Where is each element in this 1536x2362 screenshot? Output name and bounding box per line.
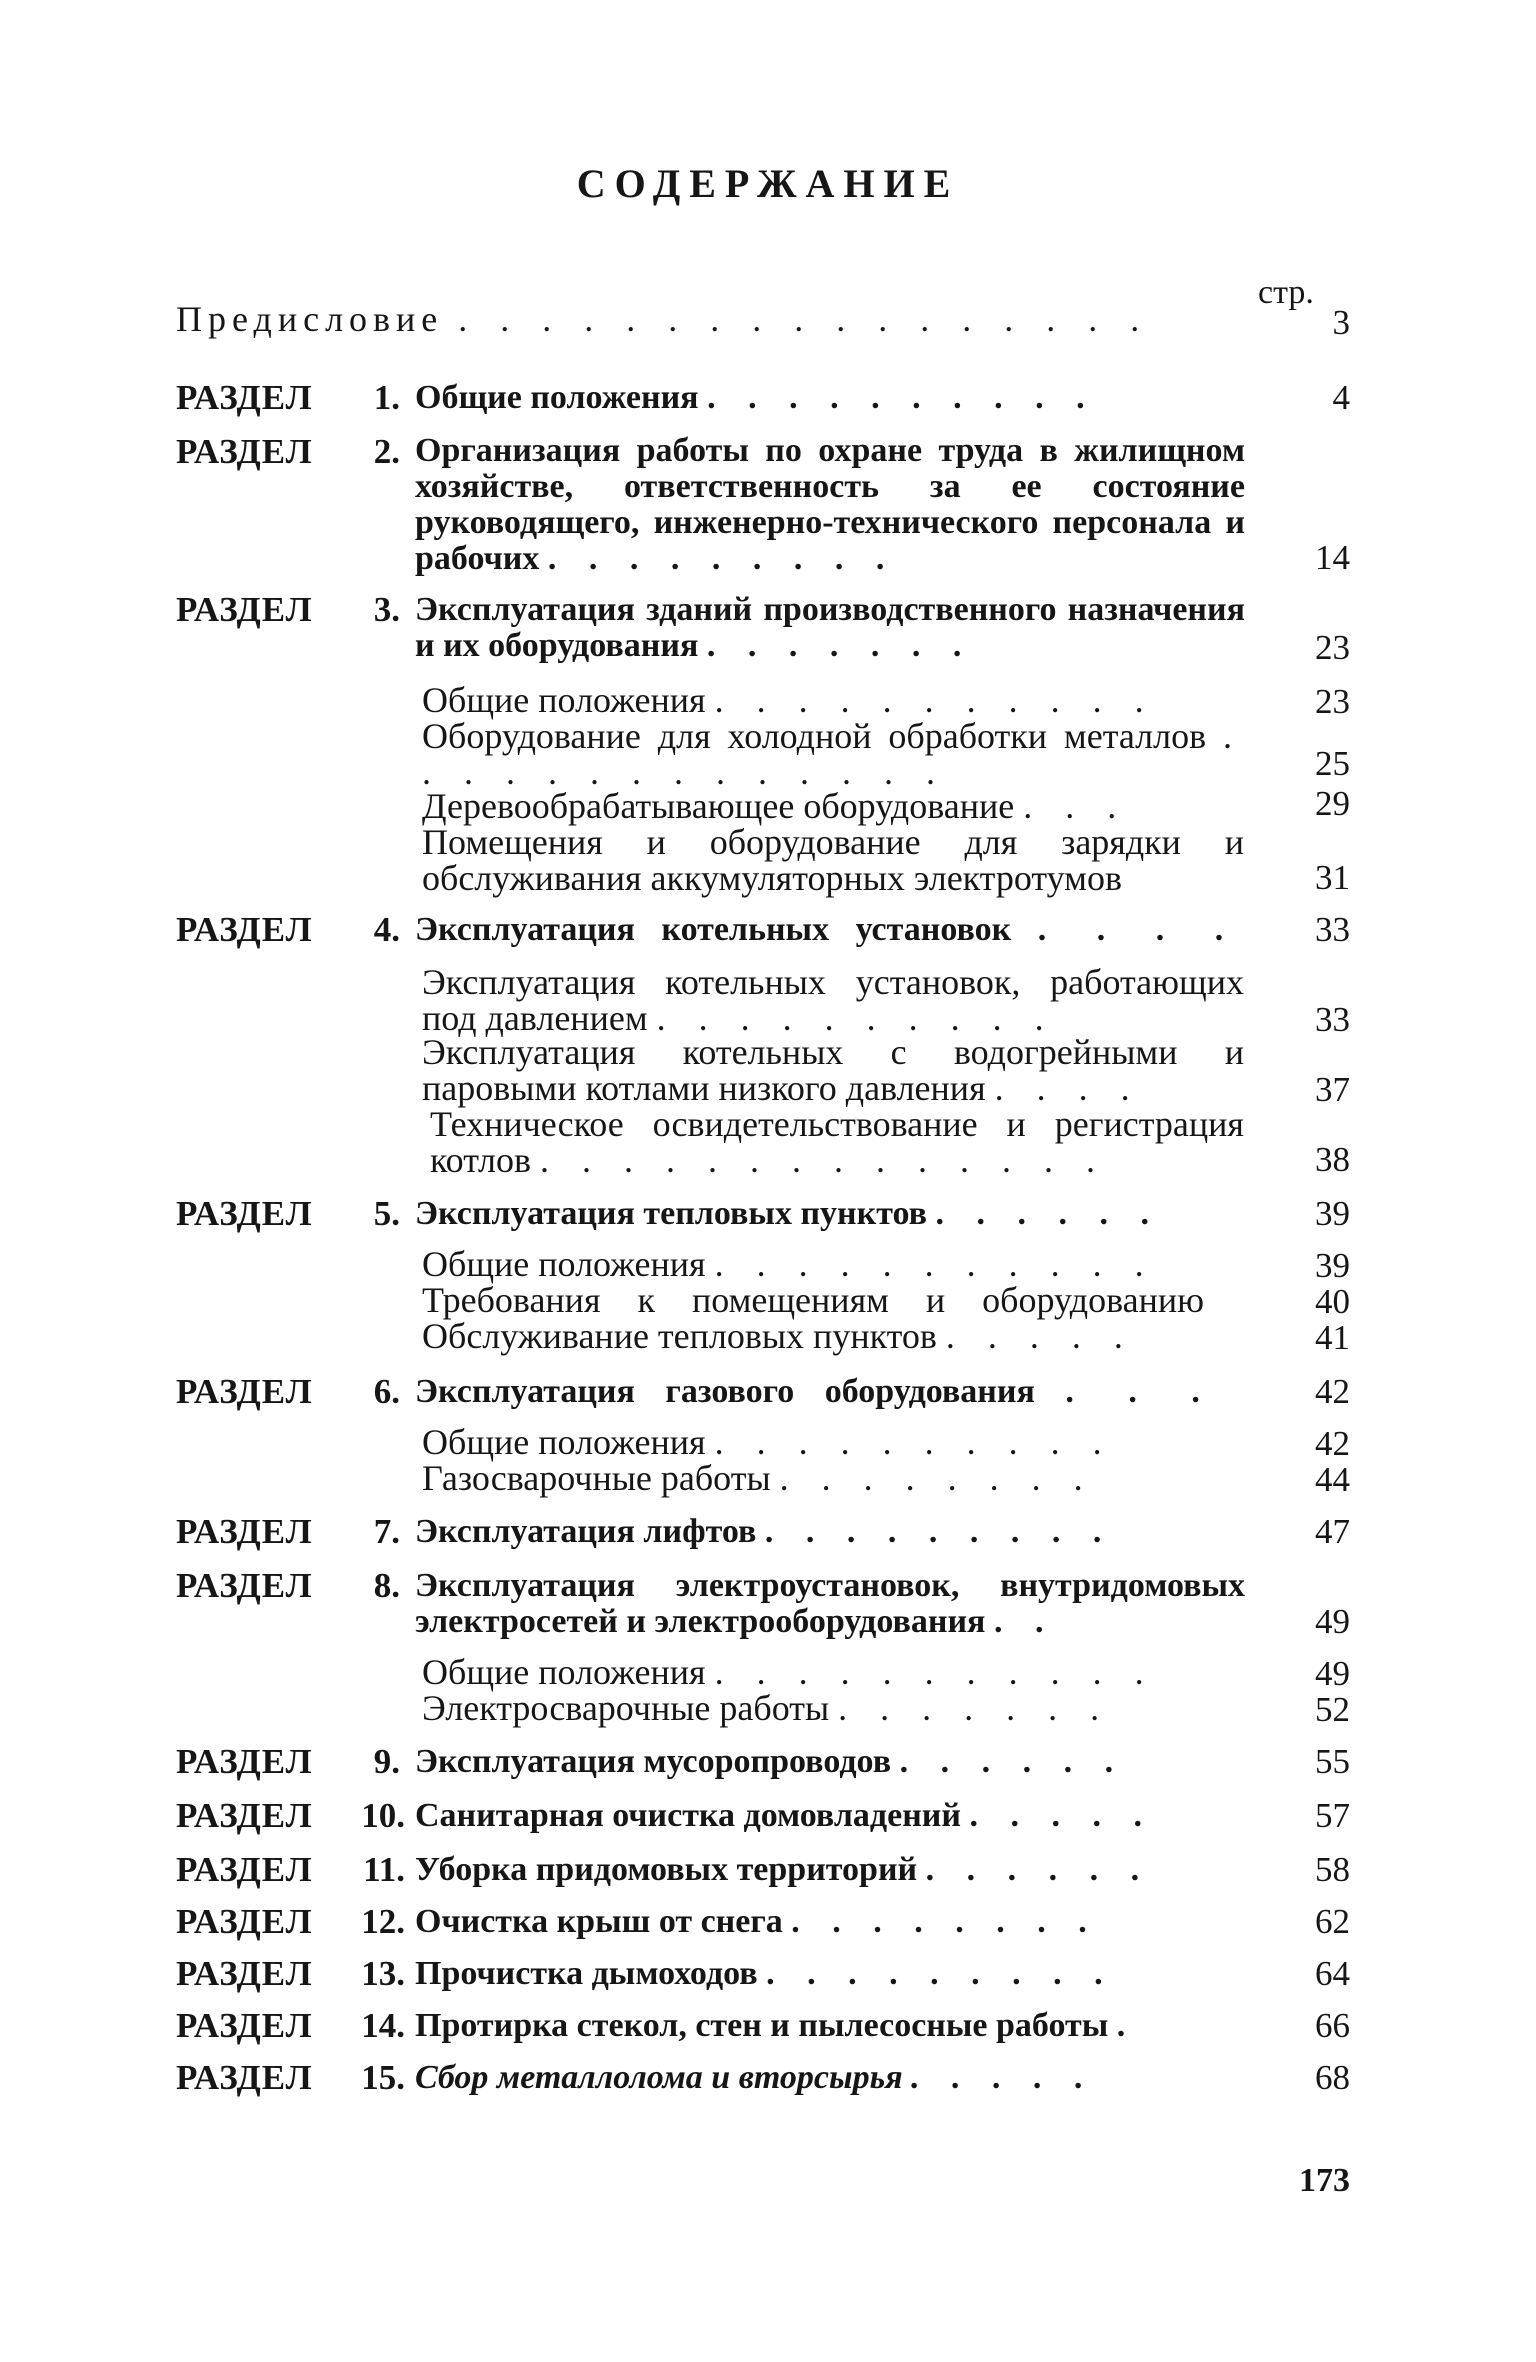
subsection-title[interactable]: Помещения и оборудование для зарядки и обслуживания аккумуляторных электротумов [422, 822, 1244, 898]
section-word: РАЗДЕЛ [176, 1194, 313, 1233]
section-number: 15. [361, 2058, 405, 2097]
subsection-page: 44 [1315, 1460, 1350, 1499]
section-title[interactable]: Санитарная очистка домовладений . . . . . [415, 1797, 1154, 1834]
section-page: 39 [1315, 1194, 1350, 1233]
subsection-page: 52 [1315, 1690, 1350, 1729]
section-word: РАЗДЕЛ [176, 2006, 313, 2045]
section-number: 5. [373, 1194, 400, 1233]
section-title[interactable]: Протирка стекол, стен и пылесосные работы . [415, 2007, 1138, 2044]
section-word: РАЗДЕЛ [176, 1796, 313, 1835]
subsection-page: 37 [1315, 1070, 1350, 1109]
section-number: 11. [363, 1850, 405, 1889]
section-number: 2. [373, 432, 400, 471]
subsection-page: 49 [1315, 1654, 1350, 1693]
subsection-title[interactable]: Эксплуатация котельных установок, работающих под давлением . . . . . . . . . . [422, 962, 1244, 1038]
section-page: 66 [1315, 2006, 1350, 2045]
section-title[interactable]: Прочистка дымоходов . . . . . . . . . [415, 1955, 1115, 1992]
subsection-title[interactable]: Требования к помещениям и оборудованию [422, 1280, 1204, 1320]
subsection-page: 29 [1315, 784, 1350, 823]
subsection-title[interactable]: Оборудование для холодной обработки металлов . . . . . . . . . . . . . . [422, 716, 1245, 792]
section-page: 47 [1315, 1512, 1350, 1551]
subsection-title[interactable]: Газосварочные работы . . . . . . . . [422, 1458, 1095, 1498]
subsection-page: 25 [1315, 744, 1350, 783]
section-number: 14. [361, 2006, 405, 2045]
section-word: РАЗДЕЛ [176, 378, 313, 417]
section-number: 1. [373, 378, 400, 417]
page-column-label: стр. [1258, 274, 1314, 311]
subsection-title[interactable]: Деревообрабатывающее оборудование . . . [422, 786, 1129, 826]
section-number: 12. [361, 1902, 405, 1941]
section-title[interactable]: Эксплуатация газового оборудования . . . [415, 1373, 1212, 1410]
section-word: РАЗДЕЛ [176, 1850, 313, 1889]
section-page: 14 [1315, 538, 1350, 577]
section-title[interactable]: Эксплуатация мусоропроводов . . . . . . [415, 1743, 1126, 1780]
section-page: 23 [1315, 628, 1350, 667]
section-number: 13. [361, 1954, 405, 1993]
section-number: 9. [373, 1742, 400, 1781]
section-word: РАЗДЕЛ [176, 432, 313, 471]
section-word: РАЗДЕЛ [176, 1372, 313, 1411]
section-number: 6. [373, 1372, 400, 1411]
section-word: РАЗДЕЛ [176, 1902, 313, 1941]
section-page: 68 [1315, 2058, 1350, 2097]
section-number: 4. [373, 910, 400, 949]
section-title[interactable]: Общие положения . . . . . . . . . . [415, 379, 1097, 416]
subsection-page: 23 [1315, 682, 1350, 721]
section-title[interactable]: Эксплуатация электроустановок, внутридомовых электросетей и электрооборудования . . [415, 1567, 1245, 1640]
subsection-title[interactable]: Общие положения . . . . . . . . . . . [422, 680, 1156, 720]
subsection-page: 42 [1315, 1424, 1350, 1463]
subsection-page: 38 [1315, 1140, 1350, 1179]
preface-entry[interactable] [176, 300, 1246, 338]
section-page: 57 [1315, 1796, 1350, 1835]
subsection-title[interactable]: Общие положения . . . . . . . . . . . [422, 1244, 1156, 1284]
section-number: 10. [361, 1796, 405, 1835]
section-title[interactable]: Эксплуатация котельных установок . . . . [415, 911, 1236, 948]
section-page: 55 [1315, 1742, 1350, 1781]
section-word: РАЗДЕЛ [176, 1954, 313, 1993]
section-title[interactable]: Эксплуатация лифтов . . . . . . . . . [415, 1513, 1114, 1550]
section-page: 64 [1315, 1954, 1350, 1993]
subsection-title[interactable]: Эксплуатация котельных с водогрейными и паровыми котлами низкого давления . . . . [422, 1032, 1244, 1108]
section-page: 58 [1315, 1850, 1350, 1889]
section-title[interactable]: Эксплуатация тепловых пунктов . . . . . . [415, 1195, 1161, 1232]
section-word: РАЗДЕЛ [176, 590, 313, 629]
subsection-title[interactable]: Общие положения . . . . . . . . . . . [422, 1652, 1156, 1692]
section-title[interactable]: Организация работы по охране труда в жилищном хозяйстве, ответственность за ее состояние руководящего, инженерно-технического персонала и рабочих . . . . . . . . . [415, 432, 1245, 577]
subsection-title[interactable]: Общие положения . . . . . . . . . . [422, 1422, 1114, 1462]
preface-page: 3 [1332, 303, 1350, 342]
section-word: РАЗДЕЛ [176, 1566, 313, 1605]
subsection-page: 31 [1315, 858, 1350, 897]
preface-label: Предисловие [176, 299, 444, 339]
subsection-page: 39 [1315, 1246, 1350, 1285]
preface-dots: . . . . . . . . . . . . . . . . . [458, 299, 1152, 339]
section-title[interactable]: Сбор металлолома и вторсырья . . . . . [415, 2059, 1096, 2096]
subsection-page: 41 [1315, 1318, 1350, 1357]
section-title[interactable]: Уборка придомовых территорий . . . . . . [415, 1851, 1152, 1888]
section-page: 33 [1315, 910, 1350, 949]
section-number: 8. [373, 1566, 400, 1605]
section-title[interactable]: Эксплуатация зданий производственного назначения и их оборудования . . . . . . . [415, 591, 1245, 664]
section-word: РАЗДЕЛ [176, 910, 313, 949]
page-title: СОДЕРЖАНИЕ [576, 161, 960, 206]
section-page: 62 [1315, 1902, 1350, 1941]
section-title[interactable]: Очистка крыш от снега . . . . . . . . [415, 1903, 1099, 1940]
section-word: РАЗДЕЛ [176, 1512, 313, 1551]
page-number: 173 [1299, 2162, 1350, 2199]
section-page: 42 [1315, 1372, 1350, 1411]
section-page: 49 [1315, 1602, 1350, 1641]
subsection-page: 40 [1315, 1282, 1350, 1321]
subsection-title[interactable]: Техническое освидетельствование и регистрация котлов . . . . . . . . . . . . . . [430, 1104, 1244, 1180]
section-number: 7. [373, 1512, 400, 1551]
subsection-title[interactable]: Электросварочные работы . . . . . . . [422, 1688, 1112, 1728]
section-number: 3. [373, 590, 400, 629]
section-word: РАЗДЕЛ [176, 2058, 313, 2097]
section-word: РАЗДЕЛ [176, 1742, 313, 1781]
subsection-title[interactable]: Обслуживание тепловых пунктов . . . . . [422, 1316, 1135, 1356]
subsection-page: 33 [1315, 1000, 1350, 1039]
section-page: 4 [1332, 378, 1350, 417]
